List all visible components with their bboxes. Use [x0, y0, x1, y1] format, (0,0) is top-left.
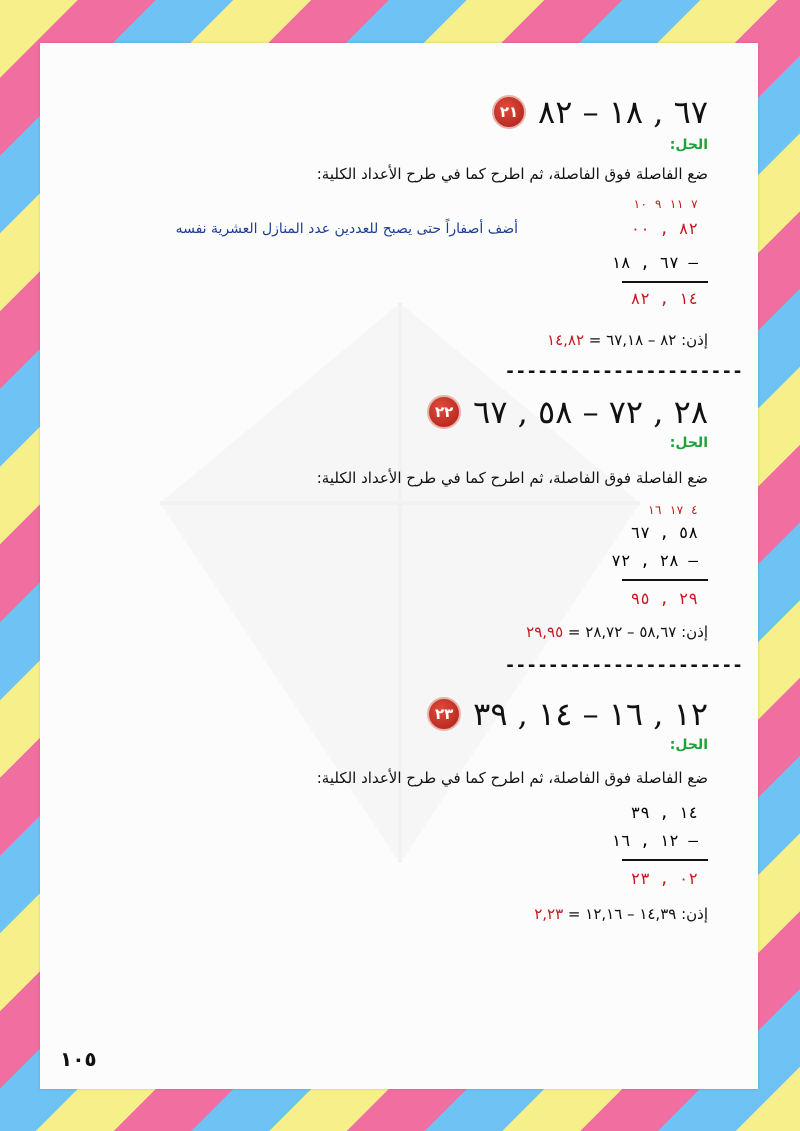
solution-label: الحل: [669, 737, 708, 753]
vertical-subtraction [608, 803, 708, 913]
answer-prefix: إذن: ٨٢ – ٦٧,١٨ = [584, 331, 708, 349]
subtrahend-row: ٦٧ , ١٨ – [611, 253, 698, 272]
answer-line [526, 623, 708, 641]
problem-22 [70, 393, 708, 663]
problem-23-header [427, 695, 708, 733]
answer-prefix: إذن: ١٤,٣٩ – ١٢,١٦ = [563, 905, 708, 923]
answer-line [534, 905, 708, 923]
note-text: أضف أصفاراً حتى يصبح للعددين عدد المنازل العشرية نفسه [175, 221, 518, 237]
problem-22-header [427, 393, 708, 431]
problem-expression: ٦٧ , ١٨ – ٨٢ [538, 93, 708, 131]
solution-label: الحل: [669, 137, 708, 153]
answer-prefix: إذن: ٥٨,٦٧ – ٢٨,٧٢ = [563, 623, 708, 641]
result-line [622, 281, 708, 283]
subtrahend-row: ٢٨ , ٧٢ – [611, 551, 698, 570]
answer-line [547, 331, 708, 349]
worksheet-page [40, 43, 758, 1089]
minuend-row: ٥٨ , ٦٧ [630, 523, 698, 542]
minuend-row: ١٤ , ٣٩ [630, 803, 698, 822]
vertical-subtraction [608, 197, 708, 327]
problem-expression: ٢٨ , ٧٢ – ٥٨ , ٦٧ [473, 393, 708, 431]
borrow-row: ٧ ١١ ٩ ١٠ [632, 197, 698, 211]
page-number: ١٠٥ [60, 1047, 97, 1071]
minuend-row: ٨٢ , ٠٠ [630, 219, 698, 238]
instruction-text: ضع الفاصلة فوق الفاصلة، ثم اطرح كما في طرح الأعداد الكلية: [316, 469, 708, 487]
instruction-text: ضع الفاصلة فوق الفاصلة، ثم اطرح كما في طرح الأعداد الكلية: [316, 165, 708, 183]
problem-number-badge: ٢٢ [427, 395, 461, 429]
result-line [622, 579, 708, 581]
answer-value: ٢,٢٣ [534, 905, 564, 923]
result-row: ١٤ , ٨٢ [630, 289, 698, 308]
borrow-row: ٤ ١٧ ١٦ [647, 503, 698, 517]
problem-expression: ١٢ , ١٦ – ١٤ , ٣٩ [473, 695, 708, 733]
problem-number-badge: ٢٣ [427, 697, 461, 731]
subtrahend-row: ١٢ , ١٦ – [611, 831, 698, 850]
problem-23 [70, 695, 708, 935]
instruction-text: ضع الفاصلة فوق الفاصلة، ثم اطرح كما في طرح الأعداد الكلية: [316, 769, 708, 787]
result-line [622, 859, 708, 861]
solution-label: الحل: [669, 435, 708, 451]
problem-number-badge: ٢١ [492, 95, 526, 129]
problem-21-header [492, 93, 708, 131]
section-divider: ---------------------- [504, 655, 743, 676]
vertical-subtraction [608, 503, 708, 633]
result-row: ٢٩ , ٩٥ [630, 589, 698, 608]
result-row: ٠٢ , ٢٣ [630, 869, 698, 888]
answer-value: ١٤,٨٢ [547, 331, 585, 349]
section-divider: ---------------------- [504, 361, 743, 382]
problem-21 [70, 93, 708, 363]
answer-value: ٢٩,٩٥ [526, 623, 564, 641]
